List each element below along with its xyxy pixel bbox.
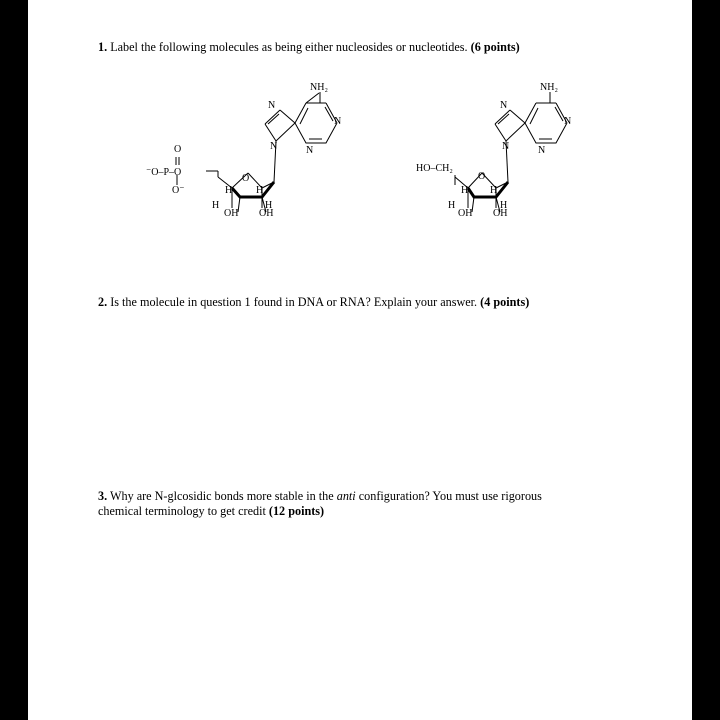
left-n9-label: N [270,141,278,152]
right-ho-ch2-label: HO–CH₂ [416,163,453,174]
left-n7-label: N [268,100,276,111]
question-1-number: 1. [98,40,108,54]
right-oh-3: OH [493,208,508,219]
right-h-c: H [448,200,456,211]
question-1-text: Label the following molecules as being either nucleosides or nucleotides. [110,40,468,54]
question-3-points: (12 points) [268,504,325,518]
right-n9-label: N [502,141,510,152]
question-3-italic: anti [336,489,356,503]
left-phosphate-o-bottom: O⁻ [172,185,185,196]
left-h-c: H [212,200,220,211]
left-phosphate-o-top: O [174,144,182,155]
left-h-a: H [225,185,233,196]
left-n3-label: N [306,145,314,156]
left-ring-o-label: O [242,173,250,184]
left-h-b: H [256,185,264,196]
question-3-number: 3. [98,489,108,503]
right-oh-2: OH [458,208,473,219]
right-h-b: H [490,185,498,196]
left-n1-label: N [334,116,342,127]
left-h-d: H [265,200,273,211]
question-3-text-after: configuration? You must use rigorous chemical terminology to get credit [98,489,542,518]
right-n7-label: N [500,100,508,111]
right-n3-label: N [538,145,546,156]
question-1-points: (6 points) [470,40,520,54]
right-n1-label: N [564,116,572,127]
left-oh-2: OH [224,208,239,219]
question-2-points: (4 points) [480,295,530,309]
right-amine-label: NH₂ [540,82,558,93]
right-ring-o-label: O [478,171,486,182]
right-h-a: H [461,185,469,196]
question-2-number: 2. [98,295,108,309]
left-oh-3: OH [259,208,274,219]
left-amine-label: NH₂ [310,82,328,93]
right-h-d: H [500,200,508,211]
left-phosphate-label: ⁻O–P–O [146,167,182,178]
question-2-text: Is the molecule in question 1 found in DNA or RNA? Explain your answer. [110,295,478,309]
question-3-text-before: Why are N-glcosidic bonds more stable in the [109,489,334,503]
